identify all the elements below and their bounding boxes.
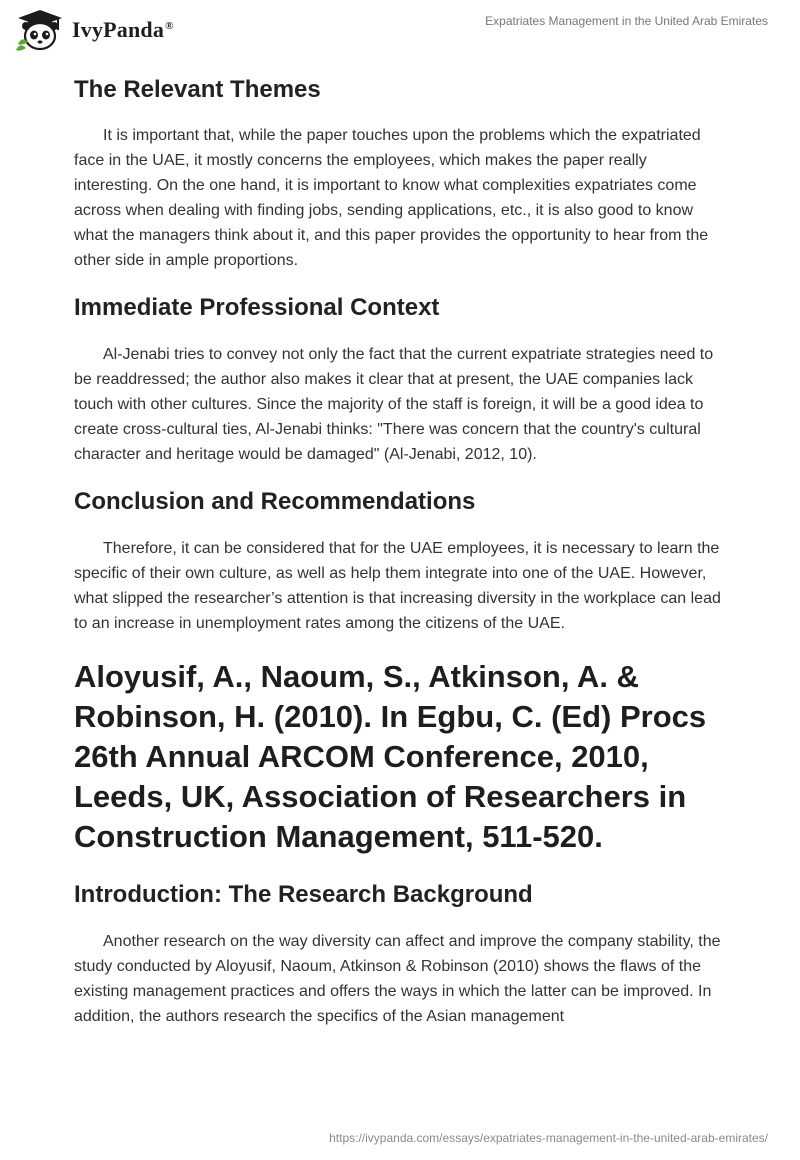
ivypanda-logo[interactable] bbox=[14, 8, 174, 52]
registered-mark: ® bbox=[165, 19, 174, 32]
section-paragraph-introduction: Another research on the way diversity can affect and improve the company stability, the study conducted by Aloyusif, Naoum, Atkinson & Robinson (2010) shows the flaws of the existing management practices and offers the ways in which the latter can be improved. In addition, the authors research the specifics of the Asian management bbox=[74, 933, 721, 1025]
section-heading-introduction: Introduction: The Research Background bbox=[74, 881, 533, 908]
section-heading-relevant-themes: The Relevant Themes bbox=[74, 76, 321, 103]
brand-text: IvyPanda bbox=[72, 17, 165, 42]
document-title: Expatriates Management in the United Arab Emirates bbox=[485, 14, 768, 28]
section-paragraph-conclusion: Therefore, it can be considered that for the UAE employees, it is necessary to learn the specific of their own culture, as well as help them integrate into one of the UAE. However, what slipped the researcher’s attention is that increasing diversity in the workplace can lead to an increase in unemployment rates among the citizens of the UAE. bbox=[74, 540, 721, 632]
section-paragraph-professional-context: Al-Jenabi tries to convey not only the fact that the current expatriate strategies need to be readdressed; the author also makes it clear that at present, the UAE companies lack touch with other cultures. Since the majority of the staff is foreign, it will be a good idea to create cross-cultural ties, Al-Jenabi thinks: "There was concern that the country's cultural character and heritage would be damaged" (Al-Jenabi, 2012, 10). bbox=[74, 346, 714, 463]
section-heading-professional-context: Immediate Professional Context bbox=[74, 294, 440, 321]
section-heading-conclusion: Conclusion and Recommendations bbox=[74, 488, 476, 515]
page-header bbox=[0, 0, 800, 64]
article-body bbox=[74, 70, 726, 1029]
brand-name bbox=[72, 17, 174, 43]
section-paragraph-relevant-themes: It is important that, while the paper touches upon the problems which the expatriated face in the UAE, it mostly concerns the employees, which makes the paper really interesting. On the one hand, it is important to know what complexities expatriates come across when dealing with finding jobs, sending applications, etc., it is also good to know what the managers think about it, and this paper provides the opportunity to hear from the other side in ample proportions. bbox=[74, 127, 709, 269]
source-url[interactable]: https://ivypanda.com/essays/expatriates-management-in-the-united-arab-emirates/ bbox=[329, 1131, 768, 1145]
reference-heading: Aloyusif, A., Naoum, S., Atkinson, A. & Robinson, H. (2010). In Egbu, C. (Ed) Procs 26th Annual ARCOM Conference, 2010, Leeds, UK, Association of Researchers in Construction Management, 511-520. bbox=[74, 659, 707, 854]
panda-graduate-icon bbox=[14, 8, 66, 52]
